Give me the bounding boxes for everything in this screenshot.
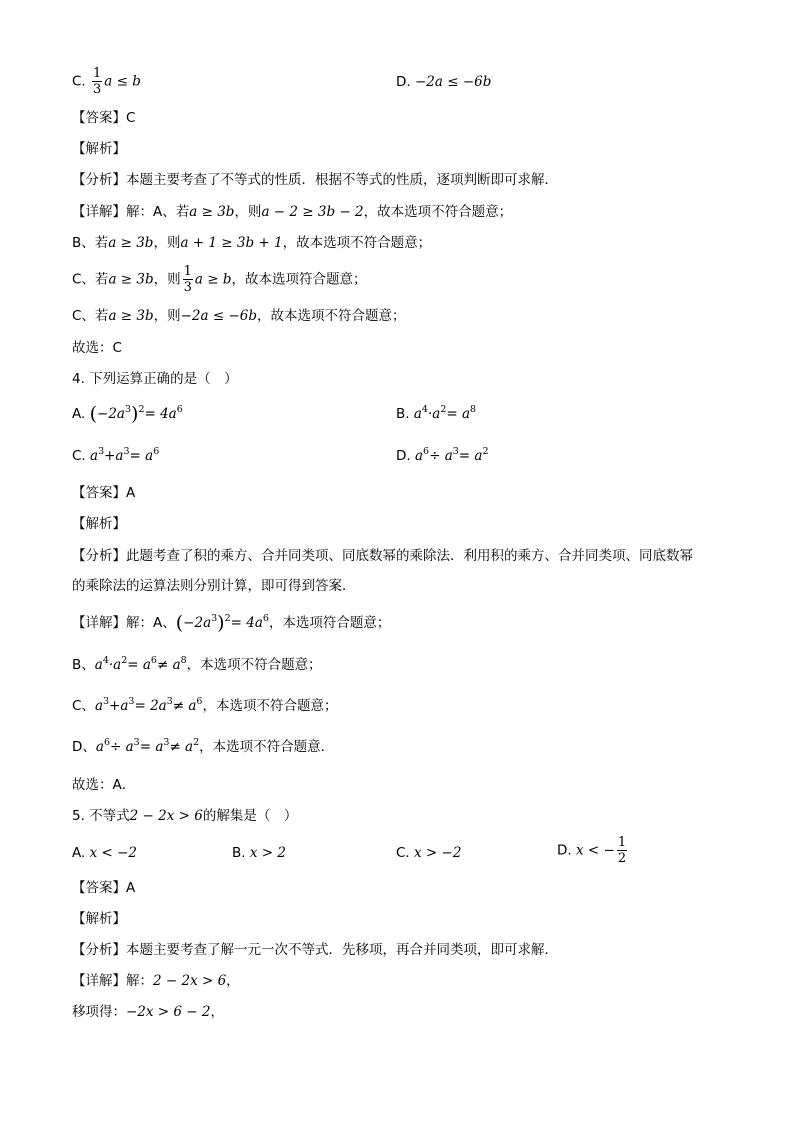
fenxi-tag: 【分析】 — [72, 942, 126, 958]
fenxi-text: 本题主要考查了解一元一次不等式．先移项，再合并同类项，即可求解． — [126, 942, 558, 958]
q5-option-c — [396, 844, 461, 862]
exponent: 6 — [103, 737, 111, 748]
math-expr: = 4a — [230, 615, 263, 631]
math-expr: 2 − 2x > 6 — [129, 808, 203, 824]
q3-detail-a — [72, 203, 512, 221]
text: ，故本选项符合题意； — [231, 271, 367, 288]
fraction: $\frac{1}{3}$ — [93, 66, 102, 97]
q4-fenxi-line1 — [72, 547, 693, 565]
text: ， — [226, 973, 240, 989]
q5-fenxi — [72, 941, 558, 959]
q5-option-d — [557, 835, 629, 866]
detail-tag: 【详解】 — [72, 204, 126, 220]
text: C、 — [72, 698, 95, 714]
exponent: 3 — [98, 446, 105, 457]
math-expr: ÷ a — [429, 448, 453, 464]
q4-detail-b — [72, 656, 322, 674]
text: ，故本选项不符合题意； — [282, 235, 432, 251]
text: B、若 — [72, 235, 109, 251]
fraction: $\frac{1}{2}$ — [617, 835, 627, 866]
text: ，则 — [153, 271, 181, 288]
math-expr: −2a — [97, 406, 125, 422]
exponent: 3 — [452, 446, 459, 457]
exponent: 3 — [123, 446, 130, 457]
q4-option-a — [72, 405, 183, 423]
detail-tag: 【详解】 — [72, 615, 126, 631]
text: ， — [210, 1004, 224, 1020]
q4-option-b — [396, 405, 476, 423]
math-expr: x > −2 — [414, 845, 462, 861]
fenxi-tag: 【分析】 — [72, 172, 126, 188]
q3-fenxi — [72, 171, 558, 189]
math-expr: a — [414, 448, 424, 464]
option-label: A. — [72, 406, 86, 422]
q4-stem: 4. 下列运算正确的是（ ） — [72, 371, 238, 387]
option-label: D. — [557, 842, 572, 859]
text: 的解集是（ ） — [202, 808, 298, 824]
exponent: 3 — [211, 613, 218, 624]
answer-value: A — [126, 485, 136, 501]
exponent: 3 — [124, 404, 132, 415]
q4-analysis-tag: 【解析】 — [72, 516, 126, 532]
math-expr: ≠ a — [156, 657, 181, 673]
q5-option-b — [232, 844, 286, 862]
answer-tag: 【答案】 — [72, 485, 126, 501]
right-paren: ) — [217, 612, 225, 634]
math-expr: = a — [458, 448, 483, 464]
text: C、若 — [72, 308, 109, 324]
option-label: B. — [396, 406, 410, 422]
q5-detail-1 — [72, 972, 240, 990]
answer-value: A — [126, 880, 136, 896]
q4-option-d — [396, 447, 489, 465]
exponent: 2 — [121, 655, 128, 666]
fraction: $\frac{1}{3}$ — [183, 264, 192, 295]
q4-answer — [72, 484, 135, 502]
math-expr: a — [90, 448, 99, 464]
q3-choose: 故选：C — [72, 340, 122, 356]
math-expr: a + 1 ≥ 3b + 1 — [180, 235, 283, 251]
q5-stem — [72, 807, 297, 825]
text: ，则 — [153, 308, 181, 324]
math-expr: = a — [129, 448, 154, 464]
math-expr: a — [95, 739, 104, 755]
exponent: 2 — [193, 737, 200, 748]
q3-option-d — [396, 73, 491, 91]
exponent: 8 — [180, 655, 187, 666]
text: ，本选项不符合题意． — [199, 739, 335, 755]
exponent: 6 — [423, 446, 430, 457]
q5-option-a — [72, 844, 137, 862]
math-expr: x > 2 — [249, 845, 286, 861]
exponent: 8 — [470, 404, 477, 415]
exponent: 6 — [150, 655, 157, 666]
option-label: C. — [396, 845, 410, 861]
q5-analysis-tag: 【解析】 — [72, 911, 126, 927]
q4-detail-d — [72, 738, 334, 756]
option-label: A. — [72, 845, 86, 861]
math-expr: a ≥ 3b — [108, 271, 154, 288]
q4-fenxi-line2: 的乘除法的运算法则分别计算，即可得到答案． — [72, 578, 356, 594]
q4-choose: 故选：A． — [72, 777, 136, 793]
q3-detail-b — [72, 234, 431, 252]
exponent: 4 — [421, 404, 428, 415]
text: B、 — [72, 657, 95, 673]
math-expr: 2 − 2x > 6 — [153, 973, 227, 989]
q3-detail-d — [72, 307, 406, 325]
text: ，则 — [234, 204, 262, 220]
math-expr: ÷ a — [110, 739, 134, 755]
exponent: 2 — [482, 446, 489, 457]
text: ，本选项不符合题意； — [202, 698, 338, 714]
fenxi-text: 本题主要考查了不等式的性质．根据不等式的性质，逐项判断即可求解． — [126, 172, 558, 188]
q3-option-c — [72, 66, 141, 97]
exponent: 4 — [102, 655, 109, 666]
math-expr: a — [413, 406, 422, 422]
text: 移项得： — [72, 1004, 126, 1020]
answer-value: C — [126, 110, 136, 126]
math-expr: a — [94, 698, 103, 714]
text: 解： — [126, 973, 153, 989]
left-paren: ( — [175, 612, 184, 634]
exponent: 2 — [224, 613, 231, 624]
math-expr: −2a ≤ −6b — [414, 74, 492, 90]
text: 解：A、 — [126, 615, 176, 631]
exponent: 6 — [262, 613, 269, 624]
math-expr: a − 2 ≥ 3b − 2 — [261, 204, 364, 220]
exponent: 3 — [133, 737, 140, 748]
text: ，本选项符合题意； — [268, 615, 391, 631]
q5-detail-2 — [72, 1003, 224, 1021]
exponent: 2 — [440, 404, 447, 415]
q3-detail-c — [72, 264, 367, 295]
math-expr: a ≥ b — [194, 271, 232, 288]
math-expr: ·a — [427, 406, 441, 422]
text: C、若 — [72, 271, 109, 288]
exponent: 3 — [128, 696, 135, 707]
option-label: D. — [396, 448, 411, 464]
right-paren: ) — [131, 403, 139, 425]
exponent: 2 — [138, 404, 145, 415]
fenxi-text: 此题考查了积的乘方、合并同类项、同底数幂的乘除法．利用积的乘方、合并同类项、同底数幂 — [126, 548, 693, 564]
exponent: 3 — [163, 737, 170, 748]
exponent: 3 — [103, 696, 110, 707]
math-expr: a — [94, 657, 103, 673]
left-paren: ( — [89, 403, 98, 425]
math-expr: = a — [446, 406, 471, 422]
text: D、 — [72, 739, 96, 755]
q4-option-c — [72, 447, 159, 465]
math-expr: a ≥ 3b — [108, 308, 154, 324]
text: 解：A、若 — [126, 204, 190, 220]
option-label: C. — [72, 73, 86, 90]
q4-detail-a — [72, 614, 390, 632]
detail-tag: 【详解】 — [72, 973, 126, 989]
option-label: B. — [232, 845, 246, 861]
exponent: 6 — [153, 446, 160, 457]
option-label: D. — [396, 74, 411, 90]
text: ，故本选项不符合题意； — [363, 204, 513, 220]
math-expr: = 2a — [134, 698, 167, 714]
math-expr: ·a — [108, 657, 122, 673]
math-expr: −2a ≤ −6b — [180, 308, 258, 324]
q4-detail-c — [72, 697, 337, 715]
math-expr: ≠ a — [169, 739, 194, 755]
math-expr: −2x > 6 − 2 — [126, 1004, 211, 1020]
option-label: C. — [72, 448, 86, 464]
math-expr: −2a — [183, 615, 212, 631]
answer-tag: 【答案】 — [72, 880, 126, 896]
text: ，故本选项不符合题意； — [257, 308, 406, 324]
q3-analysis-tag: 【解析】 — [72, 141, 126, 157]
math-expr: = a — [127, 657, 151, 673]
exponent: 6 — [196, 696, 203, 707]
text: 5. 不等式 — [72, 808, 130, 824]
exponent: 6 — [176, 404, 183, 415]
math-expr: +a — [104, 448, 124, 464]
math-expr: x < −2 — [89, 845, 138, 861]
math-expr: = a — [139, 739, 164, 755]
exponent: 3 — [166, 696, 173, 707]
math-expr: = 4a — [144, 406, 177, 422]
math-expr: +a — [109, 698, 129, 714]
q5-answer — [72, 879, 135, 897]
math-expr: a ≤ b — [104, 73, 141, 90]
q3-answer — [72, 109, 135, 127]
math-expr: a ≥ 3b — [189, 204, 235, 220]
answer-tag: 【答案】 — [72, 110, 126, 126]
math-expr: x < − — [575, 842, 615, 859]
math-expr: a ≥ 3b — [108, 235, 154, 251]
text: ，则 — [153, 235, 181, 251]
math-expr: ≠ a — [172, 698, 197, 714]
fenxi-tag: 【分析】 — [72, 548, 126, 564]
text: ，本选项不符合题意； — [186, 657, 322, 673]
